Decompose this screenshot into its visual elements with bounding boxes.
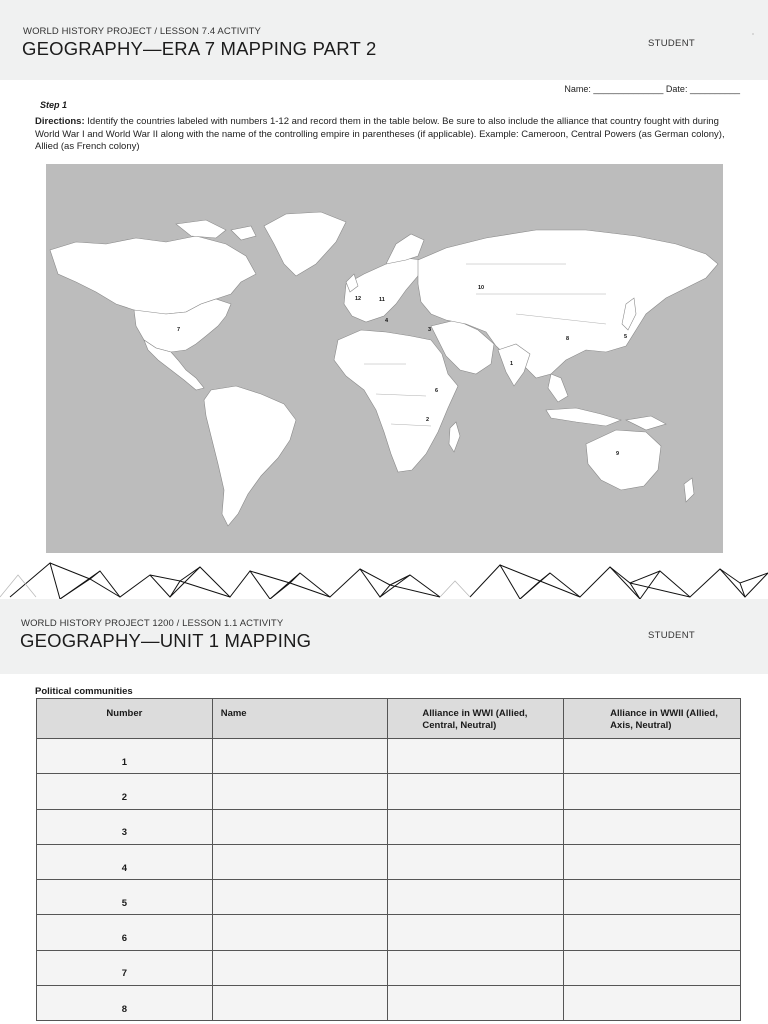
- row-number: 8: [37, 986, 213, 1021]
- table-row: [37, 986, 741, 1021]
- page1-title: GEOGRAPHY—ERA 7 MAPPING PART 2: [22, 38, 377, 59]
- wwi-cell[interactable]: [388, 880, 564, 915]
- map-label-4: 4: [385, 318, 389, 324]
- alliance-table: [36, 698, 741, 1021]
- name-date-field[interactable]: Name: ______________ Date: __________: [564, 84, 740, 94]
- wwi-cell[interactable]: [388, 774, 564, 809]
- row-number: 5: [37, 880, 213, 915]
- row-number: 3: [37, 809, 213, 844]
- table-row: [37, 915, 741, 950]
- world-map-graphic: [46, 164, 723, 553]
- wwii-cell[interactable]: [564, 986, 741, 1021]
- map-label-3: 3: [428, 327, 432, 333]
- wwii-cell[interactable]: [564, 809, 741, 844]
- page2-kicker: WORLD HISTORY PROJECT 1200 / LESSON 1.1 ACTIVITY: [21, 618, 284, 629]
- wwii-cell[interactable]: [564, 915, 741, 950]
- table-row: [37, 809, 741, 844]
- page1-kicker: WORLD HISTORY PROJECT / LESSON 7.4 ACTIVITY: [23, 26, 261, 37]
- row-number: 2: [37, 774, 213, 809]
- table-row: [37, 880, 741, 915]
- map-label-5: 5: [624, 334, 628, 340]
- name-cell[interactable]: [212, 809, 388, 844]
- row-number: 4: [37, 844, 213, 879]
- map-label-12: 12: [355, 296, 362, 302]
- wwi-cell[interactable]: [388, 986, 564, 1021]
- table-row: [37, 739, 741, 774]
- page2-title: GEOGRAPHY—UNIT 1 MAPPING: [20, 630, 312, 651]
- world-map: [46, 164, 723, 553]
- row-number: 6: [37, 915, 213, 950]
- name-cell[interactable]: [212, 844, 388, 879]
- map-label-11: 11: [379, 297, 385, 303]
- wwi-cell[interactable]: [388, 844, 564, 879]
- wwii-cell[interactable]: [564, 950, 741, 985]
- page1-corner-mark: [752, 33, 754, 35]
- name-cell[interactable]: [212, 986, 388, 1021]
- table-header-row: [37, 699, 741, 739]
- name-cell[interactable]: [212, 915, 388, 950]
- directions-text: Identify the countries labeled with numbers 1-12 and record them in the table below. Be sure to also include the alliance that country fought with during World War I and World War II along with the name of the controlling empire in parentheses (if applicable). Example: Cameroon, Central Powers (as German colony), Allied (as French colony): [35, 116, 725, 152]
- map-label-7: 7: [177, 327, 181, 333]
- wwii-cell[interactable]: [564, 880, 741, 915]
- header-name: Name: [212, 699, 388, 739]
- step-label: Step 1: [40, 100, 68, 110]
- directions: [35, 116, 735, 154]
- wwii-cell[interactable]: [564, 739, 741, 774]
- row-number: 1: [37, 739, 213, 774]
- wwii-cell[interactable]: [564, 774, 741, 809]
- map-label-8: 8: [566, 336, 570, 342]
- name-cell[interactable]: [212, 950, 388, 985]
- decorative-mesh: [0, 557, 768, 601]
- wwi-cell[interactable]: [388, 915, 564, 950]
- wwi-cell[interactable]: [388, 950, 564, 985]
- table-row: [37, 774, 741, 809]
- header-number: Number: [37, 699, 213, 739]
- header-wwi: Alliance in WWI (Allied, Central, Neutral): [388, 699, 564, 739]
- wwi-cell[interactable]: [388, 809, 564, 844]
- page2-student-label: STUDENT: [648, 630, 695, 641]
- table-row: [37, 950, 741, 985]
- name-cell[interactable]: [212, 739, 388, 774]
- map-label-9: 9: [616, 451, 620, 457]
- name-cell[interactable]: [212, 880, 388, 915]
- section-title: Political communities: [35, 686, 133, 697]
- map-label-1: 1: [510, 361, 514, 367]
- header-wwii: Alliance in WWII (Allied, Axis, Neutral): [564, 699, 741, 739]
- map-label-6: 6: [435, 388, 439, 394]
- name-cell[interactable]: [212, 774, 388, 809]
- wwii-cell[interactable]: [564, 844, 741, 879]
- table-row: [37, 844, 741, 879]
- row-number: 7: [37, 950, 213, 985]
- page1-student-label: STUDENT: [648, 38, 695, 49]
- map-label-10: 10: [478, 285, 485, 291]
- wwi-cell[interactable]: [388, 739, 564, 774]
- map-label-2: 2: [426, 417, 430, 423]
- directions-label: Directions:: [35, 116, 85, 127]
